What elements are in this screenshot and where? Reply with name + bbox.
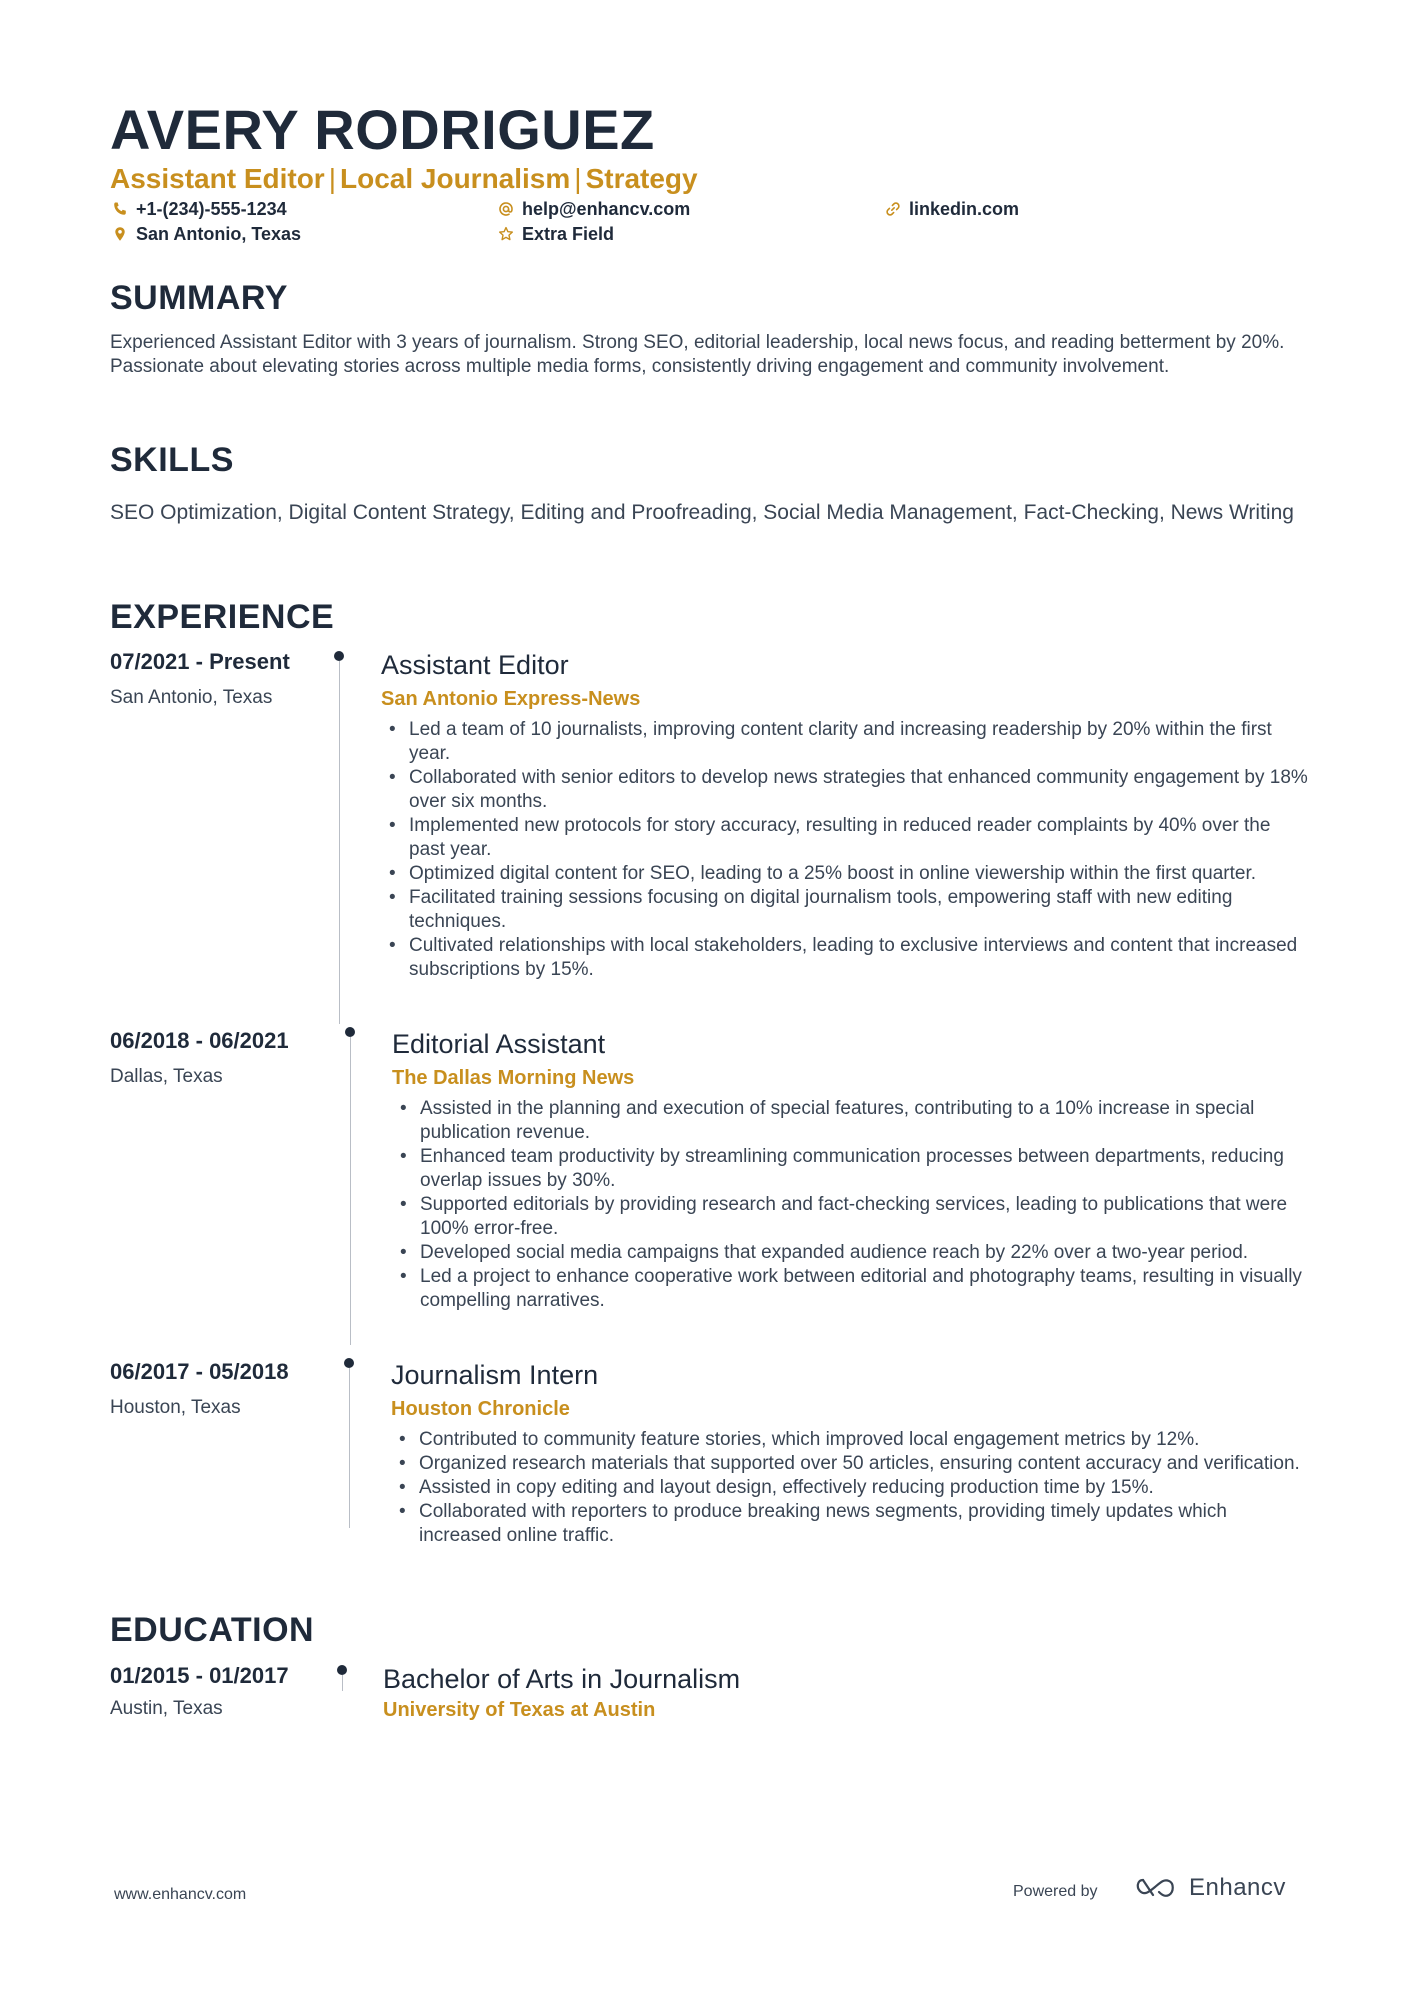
bullet-item: • Optimized digital content for SEO, leading to a 25% boost in online viewership within the first quarter. — [381, 862, 1311, 886]
timeline-dot — [344, 1358, 354, 1368]
location-text: San Antonio, Texas — [136, 224, 302, 244]
bullet-item: • Implemented new protocols for story accuracy, resulting in reduced reader complaints by 40% over the past year. — [381, 814, 1311, 862]
experience-dates: 06/2018 - 06/2021 — [110, 1028, 289, 1053]
experience-role: Assistant Editor — [381, 650, 569, 680]
headline-role: Assistant Editor — [110, 163, 325, 194]
bullet-item: • Contributed to community feature stories, which improved local engagement metrics by 12%. — [391, 1428, 1312, 1452]
timeline-line — [350, 1037, 351, 1345]
education-degree: Bachelor of Arts in Journalism — [383, 1664, 741, 1694]
footer-powered-by: Powered by — [1013, 1883, 1098, 1900]
experience-dates: 07/2021 - Present — [110, 649, 290, 674]
bullet-item: • Supported editorials by providing research and fact-checking services, leading to publications that were 100% error-free. — [392, 1193, 1312, 1241]
experience-company: San Antonio Express-News — [381, 688, 641, 710]
enhancv-logo — [1133, 1874, 1286, 1902]
location-pin-icon — [110, 224, 130, 244]
enhancv-logo-text: Enhancv — [1189, 1874, 1286, 1901]
link-icon — [883, 199, 903, 219]
skills-text: SEO Optimization, Digital Content Strategy, Editing and Proofreading, Social Media Management, Fact-Checking, News Writing — [110, 501, 1294, 524]
bullet-item: • Led a project to enhance cooperative work between editorial and photography teams, resulting in visually compelling narratives. — [392, 1265, 1312, 1313]
email-text: help@enhancv.com — [522, 199, 691, 219]
at-icon — [496, 199, 516, 219]
contact-location — [110, 222, 301, 246]
footer-website[interactable]: www.enhancv.com — [114, 1886, 247, 1903]
experience-company: The Dallas Morning News — [392, 1067, 635, 1089]
bullet-item: • Cultivated relationships with local stakeholders, leading to exclusive interviews and content that increased subscriptions by 15%. — [381, 934, 1311, 982]
phone-text: +1-(234)-555-1234 — [136, 199, 287, 219]
headline-separator: | — [574, 163, 582, 194]
bullet-item: • Assisted in copy editing and layout design, effectively reducing production time by 15%. — [391, 1476, 1312, 1500]
summary-heading: SUMMARY — [110, 279, 288, 317]
experience-company: Houston Chronicle — [391, 1398, 570, 1420]
experience-bullets — [381, 718, 1311, 982]
timeline-line — [349, 1368, 350, 1528]
experience-heading: EXPERIENCE — [110, 598, 335, 636]
bullet-item: • Collaborated with reporters to produce breaking news segments, providing timely updates which increased online traffic. — [391, 1500, 1312, 1548]
contact-linkedin[interactable] — [883, 197, 1019, 221]
headline — [110, 161, 698, 197]
experience-location: Houston, Texas — [110, 1397, 241, 1418]
experience-role: Journalism Intern — [391, 1360, 599, 1390]
star-icon — [496, 224, 516, 244]
timeline-line — [342, 1675, 343, 1691]
experience-location: San Antonio, Texas — [110, 687, 273, 708]
contact-extra — [496, 222, 614, 246]
timeline-dot — [334, 651, 344, 661]
timeline-dot — [345, 1027, 355, 1037]
headline-focus: Local Journalism — [339, 163, 571, 194]
experience-bullets — [392, 1097, 1312, 1313]
experience-bullets — [391, 1428, 1312, 1548]
bullet-item: • Organized research materials that supported over 50 articles, ensuring content accuracy and verification. — [391, 1452, 1312, 1476]
bullet-item: • Led a team of 10 journalists, improving content clarity and increasing readership by 20% within the first year. — [381, 718, 1311, 766]
extra-field-text: Extra Field — [522, 224, 615, 244]
bullet-item: • Facilitated training sessions focusing on digital journalism tools, empowering staff with new editing techniques. — [381, 886, 1311, 934]
enhancv-logo-icon — [1133, 1875, 1179, 1901]
education-dates: 01/2015 - 01/2017 — [110, 1663, 289, 1688]
summary-text: Experienced Assistant Editor with 3 years of journalism. Strong SEO, editorial leadership, local news focus, and reading betterment by 20%. Passionate about elevating stories across multiple media forms, consistently driving engagement and community involvement. — [110, 332, 1285, 377]
contact-email[interactable] — [496, 197, 690, 221]
experience-dates: 06/2017 - 05/2018 — [110, 1359, 289, 1384]
headline-specialty: Strategy — [585, 163, 698, 194]
experience-location: Dallas, Texas — [110, 1066, 223, 1087]
timeline-line — [339, 661, 340, 1024]
skills-heading: SKILLS — [110, 441, 234, 479]
headline-separator: | — [328, 163, 336, 194]
bullet-item: • Enhanced team productivity by streamlining communication processes between departments, reducing overlap issues by 30%. — [392, 1145, 1312, 1193]
education-location: Austin, Texas — [110, 1698, 223, 1719]
timeline-dot — [337, 1665, 347, 1675]
bullet-item: • Assisted in the planning and execution of special features, contributing to a 10% increase in special publication revenue. — [392, 1097, 1312, 1145]
candidate-name: AVERY RODRIGUEZ — [110, 98, 655, 161]
education-heading: EDUCATION — [110, 1611, 315, 1649]
experience-role: Editorial Assistant — [392, 1029, 606, 1059]
bullet-item: • Collaborated with senior editors to develop news strategies that enhanced community engagement by 18% over six months. — [381, 766, 1311, 814]
phone-icon — [110, 199, 130, 219]
education-school: University of Texas at Austin — [383, 1699, 656, 1721]
contact-phone[interactable] — [110, 197, 287, 221]
bullet-item: • Developed social media campaigns that expanded audience reach by 22% over a two-year period. — [392, 1241, 1312, 1265]
linkedin-text: linkedin.com — [909, 199, 1020, 219]
